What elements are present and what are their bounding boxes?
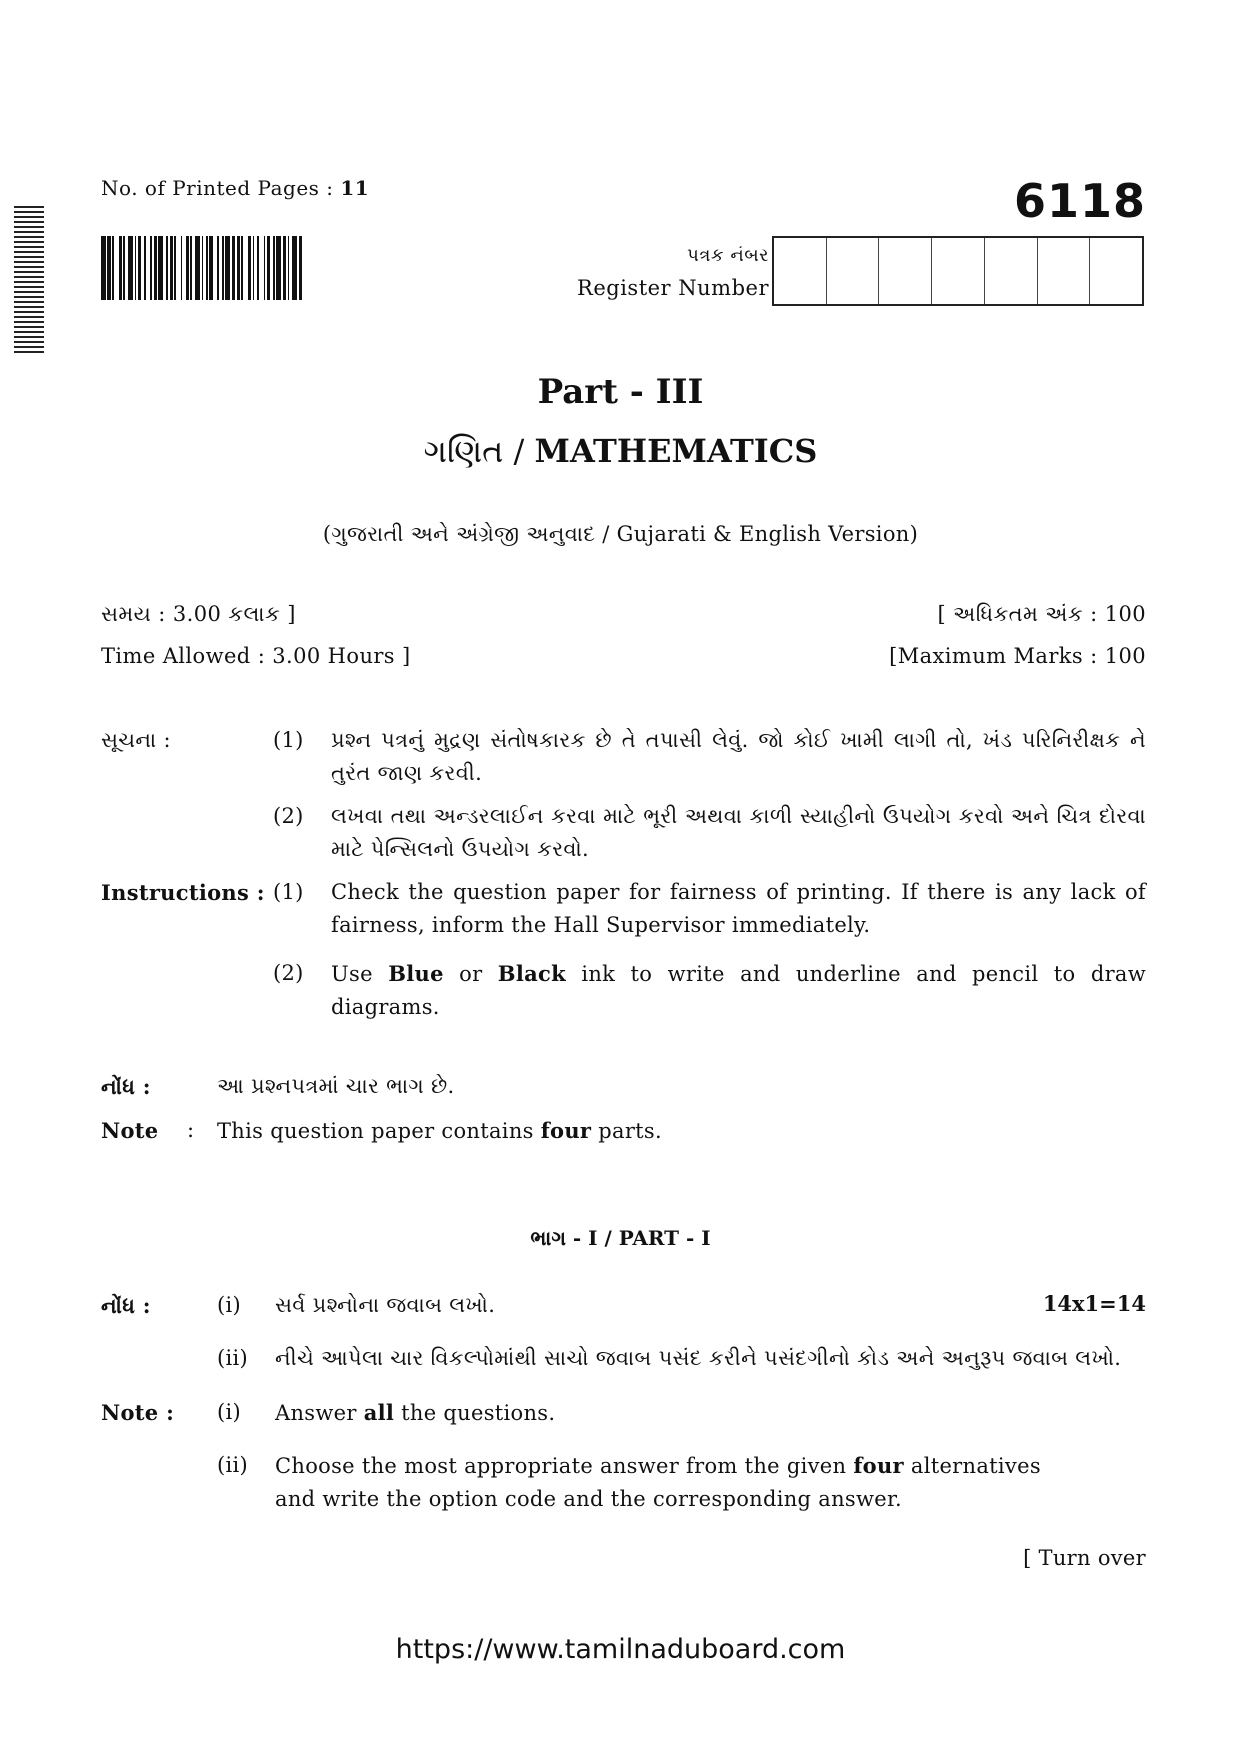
printed-pages-value: 11 <box>340 176 370 200</box>
instruction-text-part: ink to write and underline and pencil to draw diagrams. <box>331 962 1147 1019</box>
part-title: Part - III <box>537 372 704 412</box>
barcode-stripe <box>302 236 304 300</box>
note-item-number: (i) <box>217 1400 242 1424</box>
register-digit-box <box>827 238 880 304</box>
note-text-part: Choose the most appropriate answer from the given <box>275 1454 854 1478</box>
instructions-label-english: Instructions : <box>101 880 265 905</box>
note-text-part: parts. <box>591 1119 662 1143</box>
instruction-text-part: Use <box>331 962 389 986</box>
note-label-gujarati: નોંધ : <box>101 1074 151 1099</box>
register-digit-box <box>985 238 1038 304</box>
note-text-part: Answer <box>275 1401 364 1425</box>
register-label-gujarati: પત્રક નંબર <box>687 245 769 266</box>
note-item-text: સર્વ પ્રશ્નોના જવાબ લખો. <box>275 1293 496 1317</box>
note-text-gujarati: આ પ્રશ્નપત્રમાં ચાર ભાગ છે. <box>217 1074 455 1098</box>
note-item-number: (ii) <box>217 1346 249 1370</box>
instruction-text: લખવા તથા અન્ડરલાઈન કરવા માટે ભૂરી અથવા કાળી સ્યાહીનો ઉપયોગ કરવો અને ચિત્ર દોરવા માટે પેન્સિલનો ઉપયોગ કરવો. <box>331 804 1146 861</box>
instruction-number: (2) <box>273 961 304 985</box>
note-item-number: (i) <box>217 1293 242 1317</box>
time-gujarati: સમય : 3.00 કલાક ] <box>101 602 296 626</box>
version-line: (ગુજરાતી અને અંગ્રેજી અનુવાદ / Gujarati & English Version) <box>322 522 919 546</box>
note-text-part: the questions. <box>394 1401 556 1425</box>
part-one-note-label-gujarati: નોંધ : <box>101 1293 151 1318</box>
register-label-english: Register Number <box>577 276 769 300</box>
instruction-text <box>331 957 1146 1024</box>
note-english <box>101 1118 662 1143</box>
instruction-number: (1) <box>273 728 304 752</box>
note-item-text: નીચે આપેલા ચાર વિકલ્પોમાંથી સાચો જવાબ પસંદ કરીને પસંદગીનો કોડ અને અનુરૂપ જવાબ લખો. <box>275 1346 1122 1370</box>
register-digit-box <box>1090 238 1142 304</box>
subject-title <box>0 432 1241 471</box>
turn-over: [ Turn over <box>1023 1546 1146 1570</box>
note-text-part: alternatives and write the option code and the corresponding answer. <box>275 1454 1041 1511</box>
note-item-number: (ii) <box>217 1453 249 1477</box>
printed-pages <box>101 176 369 200</box>
part-one-note-label-english: Note : <box>101 1400 175 1425</box>
subject-gujarati: ગણિત / <box>423 432 525 470</box>
register-digit-box <box>879 238 932 304</box>
register-digit-box <box>932 238 985 304</box>
instruction-number: (2) <box>273 804 304 828</box>
register-number-boxes <box>772 236 1144 306</box>
part-one-marks: 14x1=14 <box>1042 1291 1146 1316</box>
note-text-part: This question paper contains <box>217 1119 541 1143</box>
note-text-english <box>217 1118 662 1143</box>
instruction-text-part: or <box>443 962 498 986</box>
printed-pages-label: No. of Printed Pages : <box>101 176 334 200</box>
source-url[interactable]: https://www.tamilnaduboard.com <box>395 1634 846 1665</box>
note-label-english: Note <box>101 1118 159 1143</box>
register-label <box>577 240 769 304</box>
part-one-heading: ભાગ - I / PART - I <box>530 1226 711 1250</box>
instruction-text: Check the question paper for fairness of printing. If there is any lack of fairness, inform the Hall Supervisor immediately. <box>331 880 1146 937</box>
note-item-text <box>275 1449 1081 1516</box>
note-text-bold: four <box>540 1118 592 1143</box>
note-text-bold: four <box>853 1453 904 1478</box>
barcode <box>101 236 363 300</box>
register-digit-box <box>1038 238 1091 304</box>
instruction-number: (1) <box>273 880 304 904</box>
marks-gujarati: [ અધિકતમ અંક : 100 <box>937 602 1146 626</box>
side-barcode <box>14 206 44 354</box>
instruction-text-bold: Black <box>497 961 566 986</box>
instructions-label-gujarati: સૂચના : <box>101 728 171 752</box>
note-gujarati <box>101 1074 455 1100</box>
instruction-text-bold: Blue <box>388 961 444 986</box>
register-digit-box <box>774 238 827 304</box>
time-english: Time Allowed : 3.00 Hours ] <box>101 644 411 668</box>
subject-english: MATHEMATICS <box>534 432 818 470</box>
note-item-text <box>275 1396 1146 1430</box>
note-colon: : <box>187 1118 195 1142</box>
paper-code: 6118 <box>1013 174 1146 228</box>
instruction-text: પ્રશ્ન પત્રનું મુદ્રણ સંતોષકારક છે તે તપાસી લેવું. જો કોઈ ખામી લાગી તો, ખંડ પરિનિરીક્ષક ને તુરંત જાણ કરવી. <box>331 728 1146 785</box>
note-text-bold: all <box>363 1400 395 1425</box>
marks-english: [Maximum Marks : 100 <box>889 644 1146 668</box>
